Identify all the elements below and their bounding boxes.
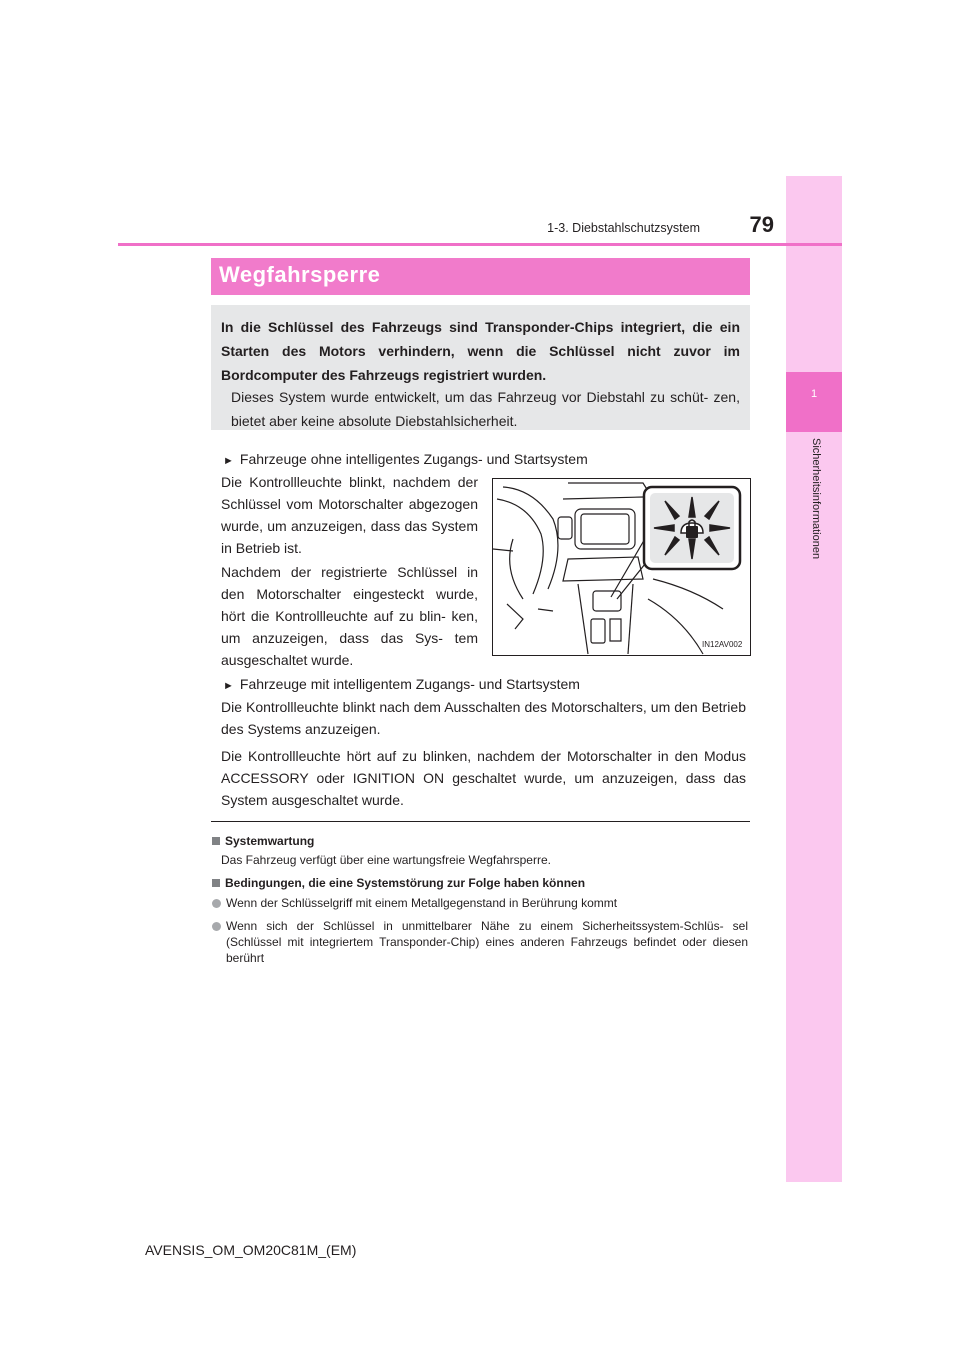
- note-heading: Systemwartung: [212, 834, 314, 848]
- intro-text: Dieses System wurde entwickelt, um das Fahrzeug vor Diebstahl zu schüt- zen, bietet aber keine absolute Diebstahlsicherheit.: [231, 389, 740, 429]
- figure-code: IN12AV002: [702, 640, 743, 649]
- paragraph: Die Kontrollleuchte blinkt, nachdem der Schlüssel vom Motorschalter abgezogen wurde, um anzuzeigen, dass das System in Betrieb ist.: [221, 474, 478, 556]
- chapter-number: 1: [810, 388, 818, 400]
- dashboard-drawing: [493, 479, 750, 655]
- square-bullet-icon: [212, 879, 220, 887]
- circle-bullet-icon: [212, 922, 221, 931]
- square-bullet-icon: [212, 837, 220, 845]
- chapter-tab[interactable]: [786, 372, 842, 432]
- dashboard-illustration: [492, 478, 751, 656]
- circle-bullet-icon: [212, 899, 221, 908]
- subheading-with-smart-key: ► Fahrzeuge mit intelligentem Zugangs- und Startsystem: [223, 676, 580, 692]
- subheading-without-smart-key: ► Fahrzeuge ohne intelligentes Zugangs- und Startsystem: [223, 451, 588, 467]
- section-title: 1-3. Diebstahlschutzsystem: [547, 221, 700, 235]
- page-number: 79: [749, 212, 774, 237]
- chapter-label: Sicherheitsinformationen: [810, 438, 822, 560]
- side-tab-strip: [786, 176, 842, 1182]
- footer-code: AVENSIS_OM_OM20C81M_(EM): [145, 1242, 357, 1258]
- note-text: Das Fahrzeug verfügt über eine wartungsfreie Wegfahrsperre.: [221, 853, 551, 867]
- intro-bold-text: In die Schlüssel des Fahrzeugs sind Transponder-Chips integriert, die ein Starten des Motors verhindern, wenn die Schlüssel nicht zuvor im Bordcomputer des Fahrzeugs registriert wurden.: [221, 319, 740, 383]
- note-heading: Bedingungen, die eine Systemstörung zur Folge haben können: [212, 876, 585, 890]
- paragraph: Nachdem der registrierte Schlüssel in den Motorschalter eingesteckt wurde, hört die Kontrollleuchte auf zu blin- ken, um anzuzeigen, dass das Sys- tem ausgeschaltet wurde.: [221, 564, 478, 668]
- divider: [211, 821, 750, 822]
- note-bullet-marker: [212, 918, 226, 934]
- paragraph: Die Kontrollleuchte blinkt nach dem Ausschalten des Motorschalters, um den Betrieb des Systems anzuzeigen.: [221, 699, 746, 737]
- arrow-bullet-icon: ►: [223, 455, 234, 467]
- paragraph: Die Kontrollleuchte hört auf zu blinken, nachdem der Motorschalter in den Modus ACCESSORY oder IGNITION ON geschaltet wurde, um anzuzeigen, dass das System ausgeschaltet wurde.: [221, 748, 746, 808]
- header-rule: [118, 243, 842, 246]
- note-bullet-text: Wenn sich der Schlüssel in unmittelbarer Nähe zu einem Sicherheitssystem-Schlüs- sel (Schlüssel mit integriertem Transponder-Chip) eines anderen Fahrzeugs befindet oder diesen berührt: [226, 919, 748, 965]
- arrow-bullet-icon: ►: [223, 680, 234, 692]
- page-title: Wegfahrsperre: [219, 262, 381, 287]
- note-bullet: Wenn der Schlüsselgriff mit einem Metallgegenstand in Berührung kommt: [212, 895, 617, 911]
